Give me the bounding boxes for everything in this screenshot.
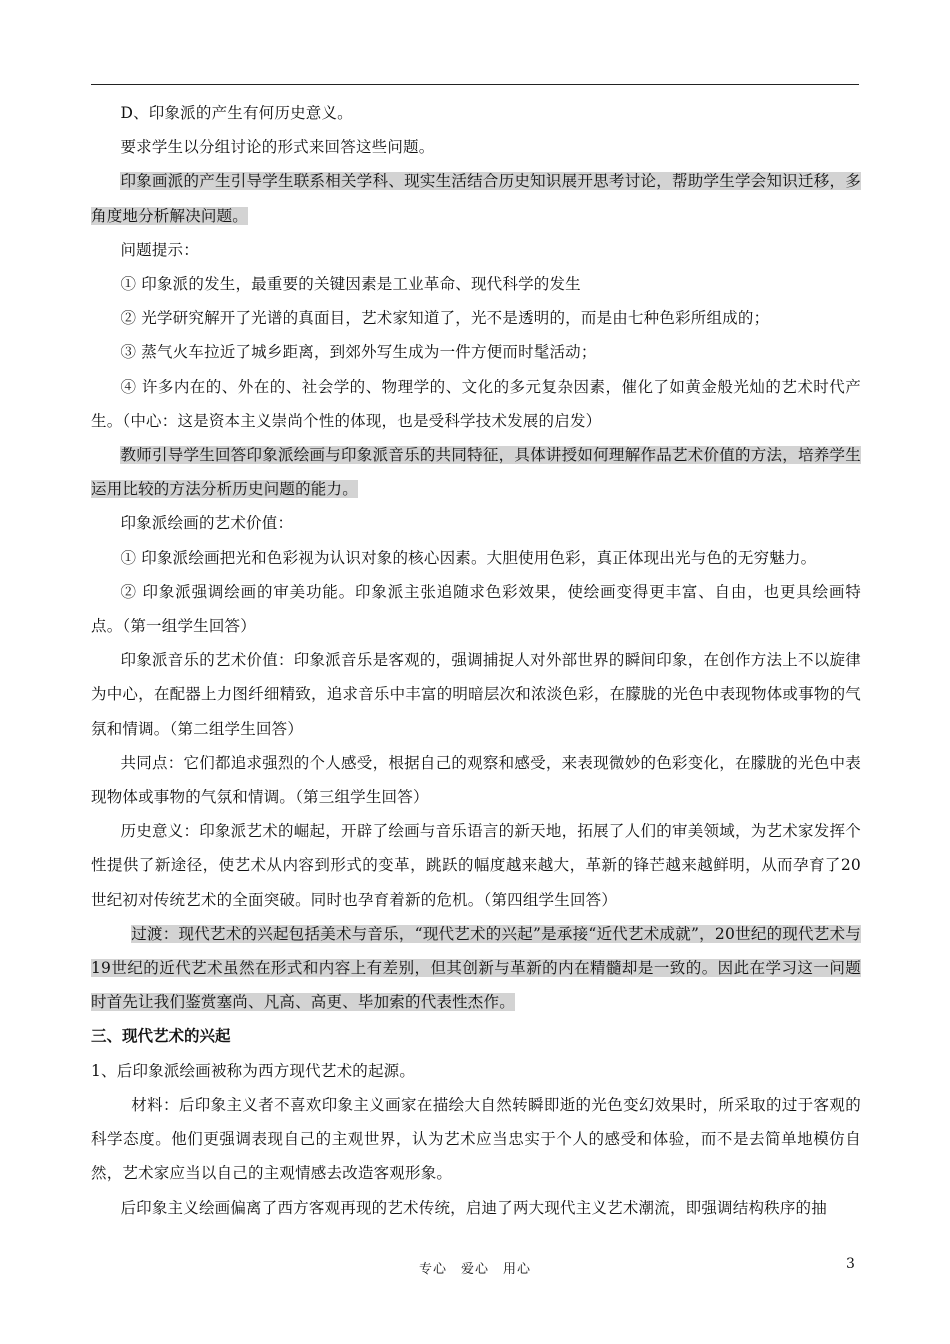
paragraph-material: 材料：后印象主义者不喜欢印象主义画家在描绘大自然转瞬即逝的光色变幻效果时，所采取的过于客观的科学态度。他们更强调表现自己的主观世界，认为艺术应当忠实于个人的感受和体验，而不是去简单地模仿自然，艺术家应当以自己的主观情感去改造客观形象。	[91, 1095, 861, 1183]
paragraph-group-discussion: 要求学生以分组讨论的形式来回答这些问题。	[120, 138, 435, 157]
paragraph-highlight-guidance	[91, 164, 861, 232]
paragraph-post-impressionism-trends: 后印象主义绘画偏离了西方客观再现的艺术传统，启迪了两大现代主义艺术潮流，即强调结构秩序的抽	[120, 1198, 827, 1217]
paragraph-highlight-teacher	[91, 438, 861, 506]
paragraph-common-points: 共同点：它们都追求强烈的个人感受，根据自己的观察和感受，来表现微妙的色彩变化，在朦胧的光色中表现物体或事物的气氛和情调。（第三组学生回答）	[91, 753, 861, 807]
paragraph-painting-value-title: 印象派绘画的艺术价值：	[120, 514, 294, 533]
paragraph-question-d: D、印象派的产生有何历史意义。	[120, 104, 353, 122]
footer-motto: 专心 爱心 用心	[418, 1262, 531, 1277]
list-item-painting-value-2: ② 印象派强调绘画的审美功能。印象派主张追随求色彩效果，使绘画变得更丰富、自由，也更具绘画特点。（第一组学生回答）	[91, 582, 861, 636]
highlighted-text: 教师引导学生回答印象派绘画与印象派音乐的共同特征，具体讲授如何理解作品艺术价值的方法，培养学生运用比较的方法分析历史问题的能力。	[91, 446, 861, 499]
list-item-hint-2: ② 光学研究解开了光谱的真面目，艺术家知道了，光不是透明的，而是由七种色彩所组成的；	[120, 309, 770, 328]
section-heading: 三、现代艺术的兴起	[91, 1027, 231, 1046]
document-body	[91, 96, 861, 1225]
list-item-hint-3: ③ 蒸气火车拉近了城乡距离，到郊外写生成为一件方便而时髦活动；	[120, 343, 597, 362]
list-item-painting-value-1: ① 印象派绘画把光和色彩视为认识对象的核心因素。大胆使用色彩，真正体现出光与色的无穷魅力。	[120, 548, 817, 567]
highlighted-text: 过渡：现代艺术的兴起包括美术与音乐，“现代艺术的兴起”是承接“近代艺术成就”，20世纪的现代艺术与19世纪的近代艺术虽然在形式和内容上有差别，但其创新与革新的内在精髓却是一致的。因此在学习这一问题时首先让我们鉴赏塞尚、凡高、高更、毕加索的代表性杰作。	[91, 924, 861, 1012]
list-item-hint-1: ① 印象派的发生，最重要的关键因素是工业革命、现代科学的发生	[120, 275, 581, 294]
paragraph-historical-significance: 历史意义：印象派艺术的崛起，开辟了绘画与音乐语言的新天地，拓展了人们的审美领域，为艺术家发挥个性提供了新途径，使艺术从内容到形式的变革，跳跃的幅度越来越大，革新的锋芒越来越鲜明，从而孕育了20世纪初对传统艺术的全面突破。同时也孕育着新的危机。（第四组学生回答）	[91, 822, 861, 909]
paragraph-post-impressionism: 1、后印象派绘画被称为西方现代艺术的起源。	[91, 1061, 416, 1080]
paragraph-hints-title: 问题提示：	[120, 240, 199, 259]
page-number: 3	[846, 1256, 855, 1272]
paragraph-music-value: 印象派音乐的艺术价值：印象派音乐是客观的，强调捕捉人对外部世界的瞬间印象，在创作方法上不以旋律为中心，在配器上力图纤细精致，追求音乐中丰富的明暗层次和浓淡色彩，在朦胧的光色中表现物体或事物的气氛和情调。（第二组学生回答）	[91, 651, 861, 738]
highlighted-text: 印象画派的产生引导学生联系相关学科、现实生活结合历史知识展开思考讨论，帮助学生学会知识迁移，多角度地分析解决问题。	[91, 172, 861, 225]
list-item-hint-4: ④ 许多内在的、外在的、社会学的、物理学的、文化的多元复杂因素，催化了如黄金般光灿的艺术时代产生。（中心：这是资本主义崇尚个性的体现，也是受科学技术发展的启发）	[91, 377, 861, 430]
paragraph-highlight-transition	[91, 917, 861, 1020]
header-rule	[91, 84, 859, 85]
